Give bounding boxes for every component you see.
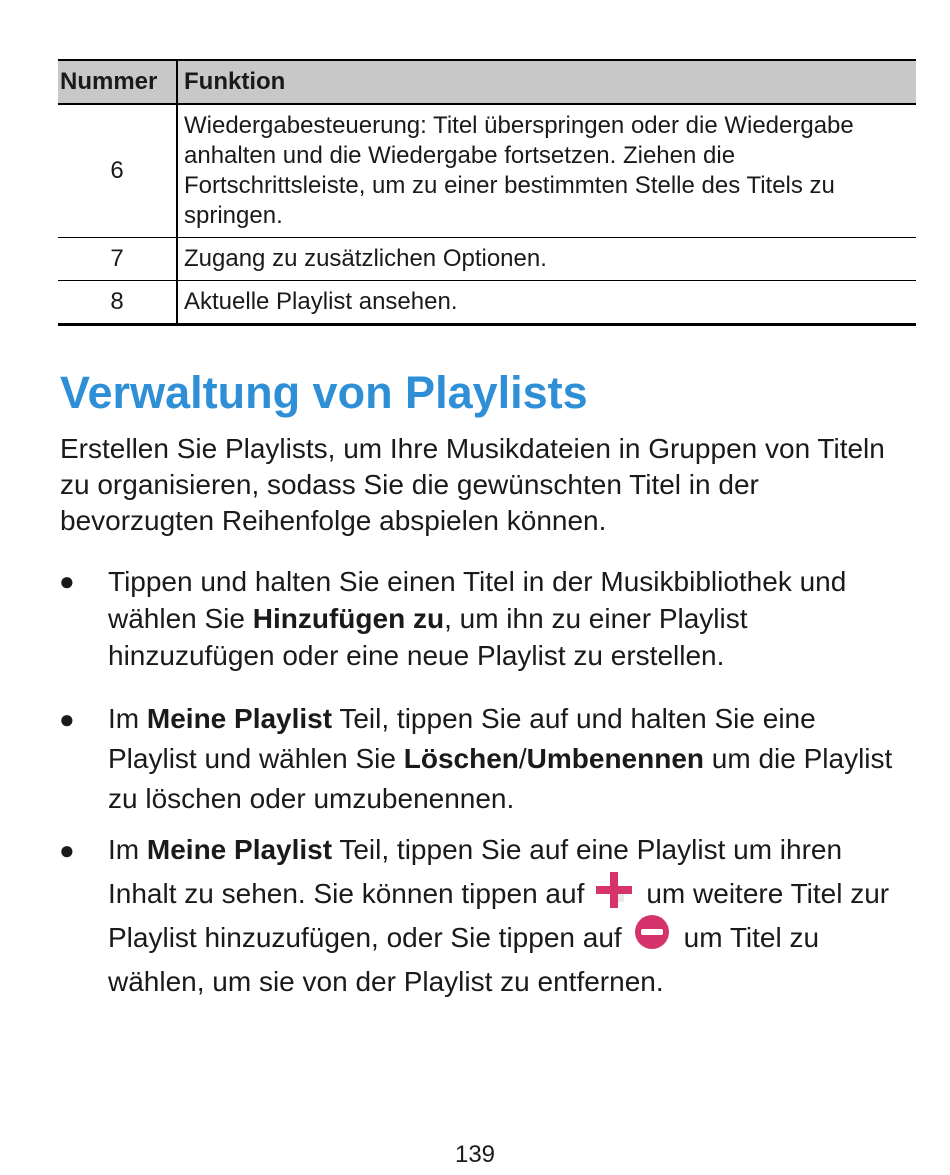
bullet-icon: ● — [59, 704, 75, 734]
bullet-icon: ● — [59, 835, 75, 865]
table-row — [58, 238, 916, 281]
table-row — [58, 281, 916, 325]
page-number: 139 — [454, 1141, 496, 1168]
intro-paragraph: Erstellen Sie Playlists, um Ihre Musikdateien in Gruppen von Titeln zu organisieren, sodass Sie die gewünschten Titel in der bevorzugten Reihenfolge abspielen können. — [60, 433, 885, 536]
remove-icon — [632, 914, 672, 954]
row-number: 8 — [58, 281, 177, 325]
header-funktion: Funktion — [177, 60, 916, 104]
menu-term: Hinzufügen zu — [252, 603, 445, 634]
menu-term: Meine Playlist — [146, 703, 333, 734]
row-function: Aktuelle Playlist ansehen. — [177, 281, 916, 325]
bullet-text: Im Meine Playlist Teil, tippen Sie auf und halten Sie eine Playlist und wählen Sie Löschen/Umbenennen um die Playlist zu löschen oder umzubenennen. — [108, 703, 893, 814]
bullet-icon: ● — [59, 566, 75, 596]
header-nummer: Nummer — [58, 60, 177, 104]
bullet-text: Tippen und halten Sie einen Titel in der Musikbibliothek und wählen Sie Hinzufügen zu, um ihn zu einer Playlist hinzuzufügen oder eine neue Playlist zu erstellen. — [108, 566, 847, 671]
section-title: Verwaltung von Playlists — [60, 367, 588, 418]
table-header-row — [58, 60, 916, 104]
plus-icon — [594, 870, 634, 910]
bullet-text: Im Meine Playlist Teil, tippen Sie auf eine Playlist um ihren Inhalt zu sehen. Sie können tippen auf um weitere Titel zur Playlist hinzuzufügen, oder Sie tippen auf um Titel zu wählen, um sie von der Playlist zu entfernen. — [108, 834, 890, 997]
table-row — [58, 104, 916, 238]
function-table — [58, 59, 916, 326]
menu-term: Umbenennen — [526, 743, 705, 774]
row-number: 7 — [58, 238, 177, 281]
row-function: Wiedergabesteuerung: Titel überspringen oder die Wiedergabe anhalten und die Wiedergabe fortsetzen. Ziehen die Fortschrittsleiste, um zu einer bestimmten Stelle des Titels zu springen. — [177, 104, 916, 238]
menu-term: Meine Playlist — [146, 834, 333, 865]
menu-term: Löschen — [403, 743, 519, 774]
row-number: 6 — [58, 104, 177, 238]
row-function: Zugang zu zusätzlichen Optionen. — [177, 238, 916, 281]
